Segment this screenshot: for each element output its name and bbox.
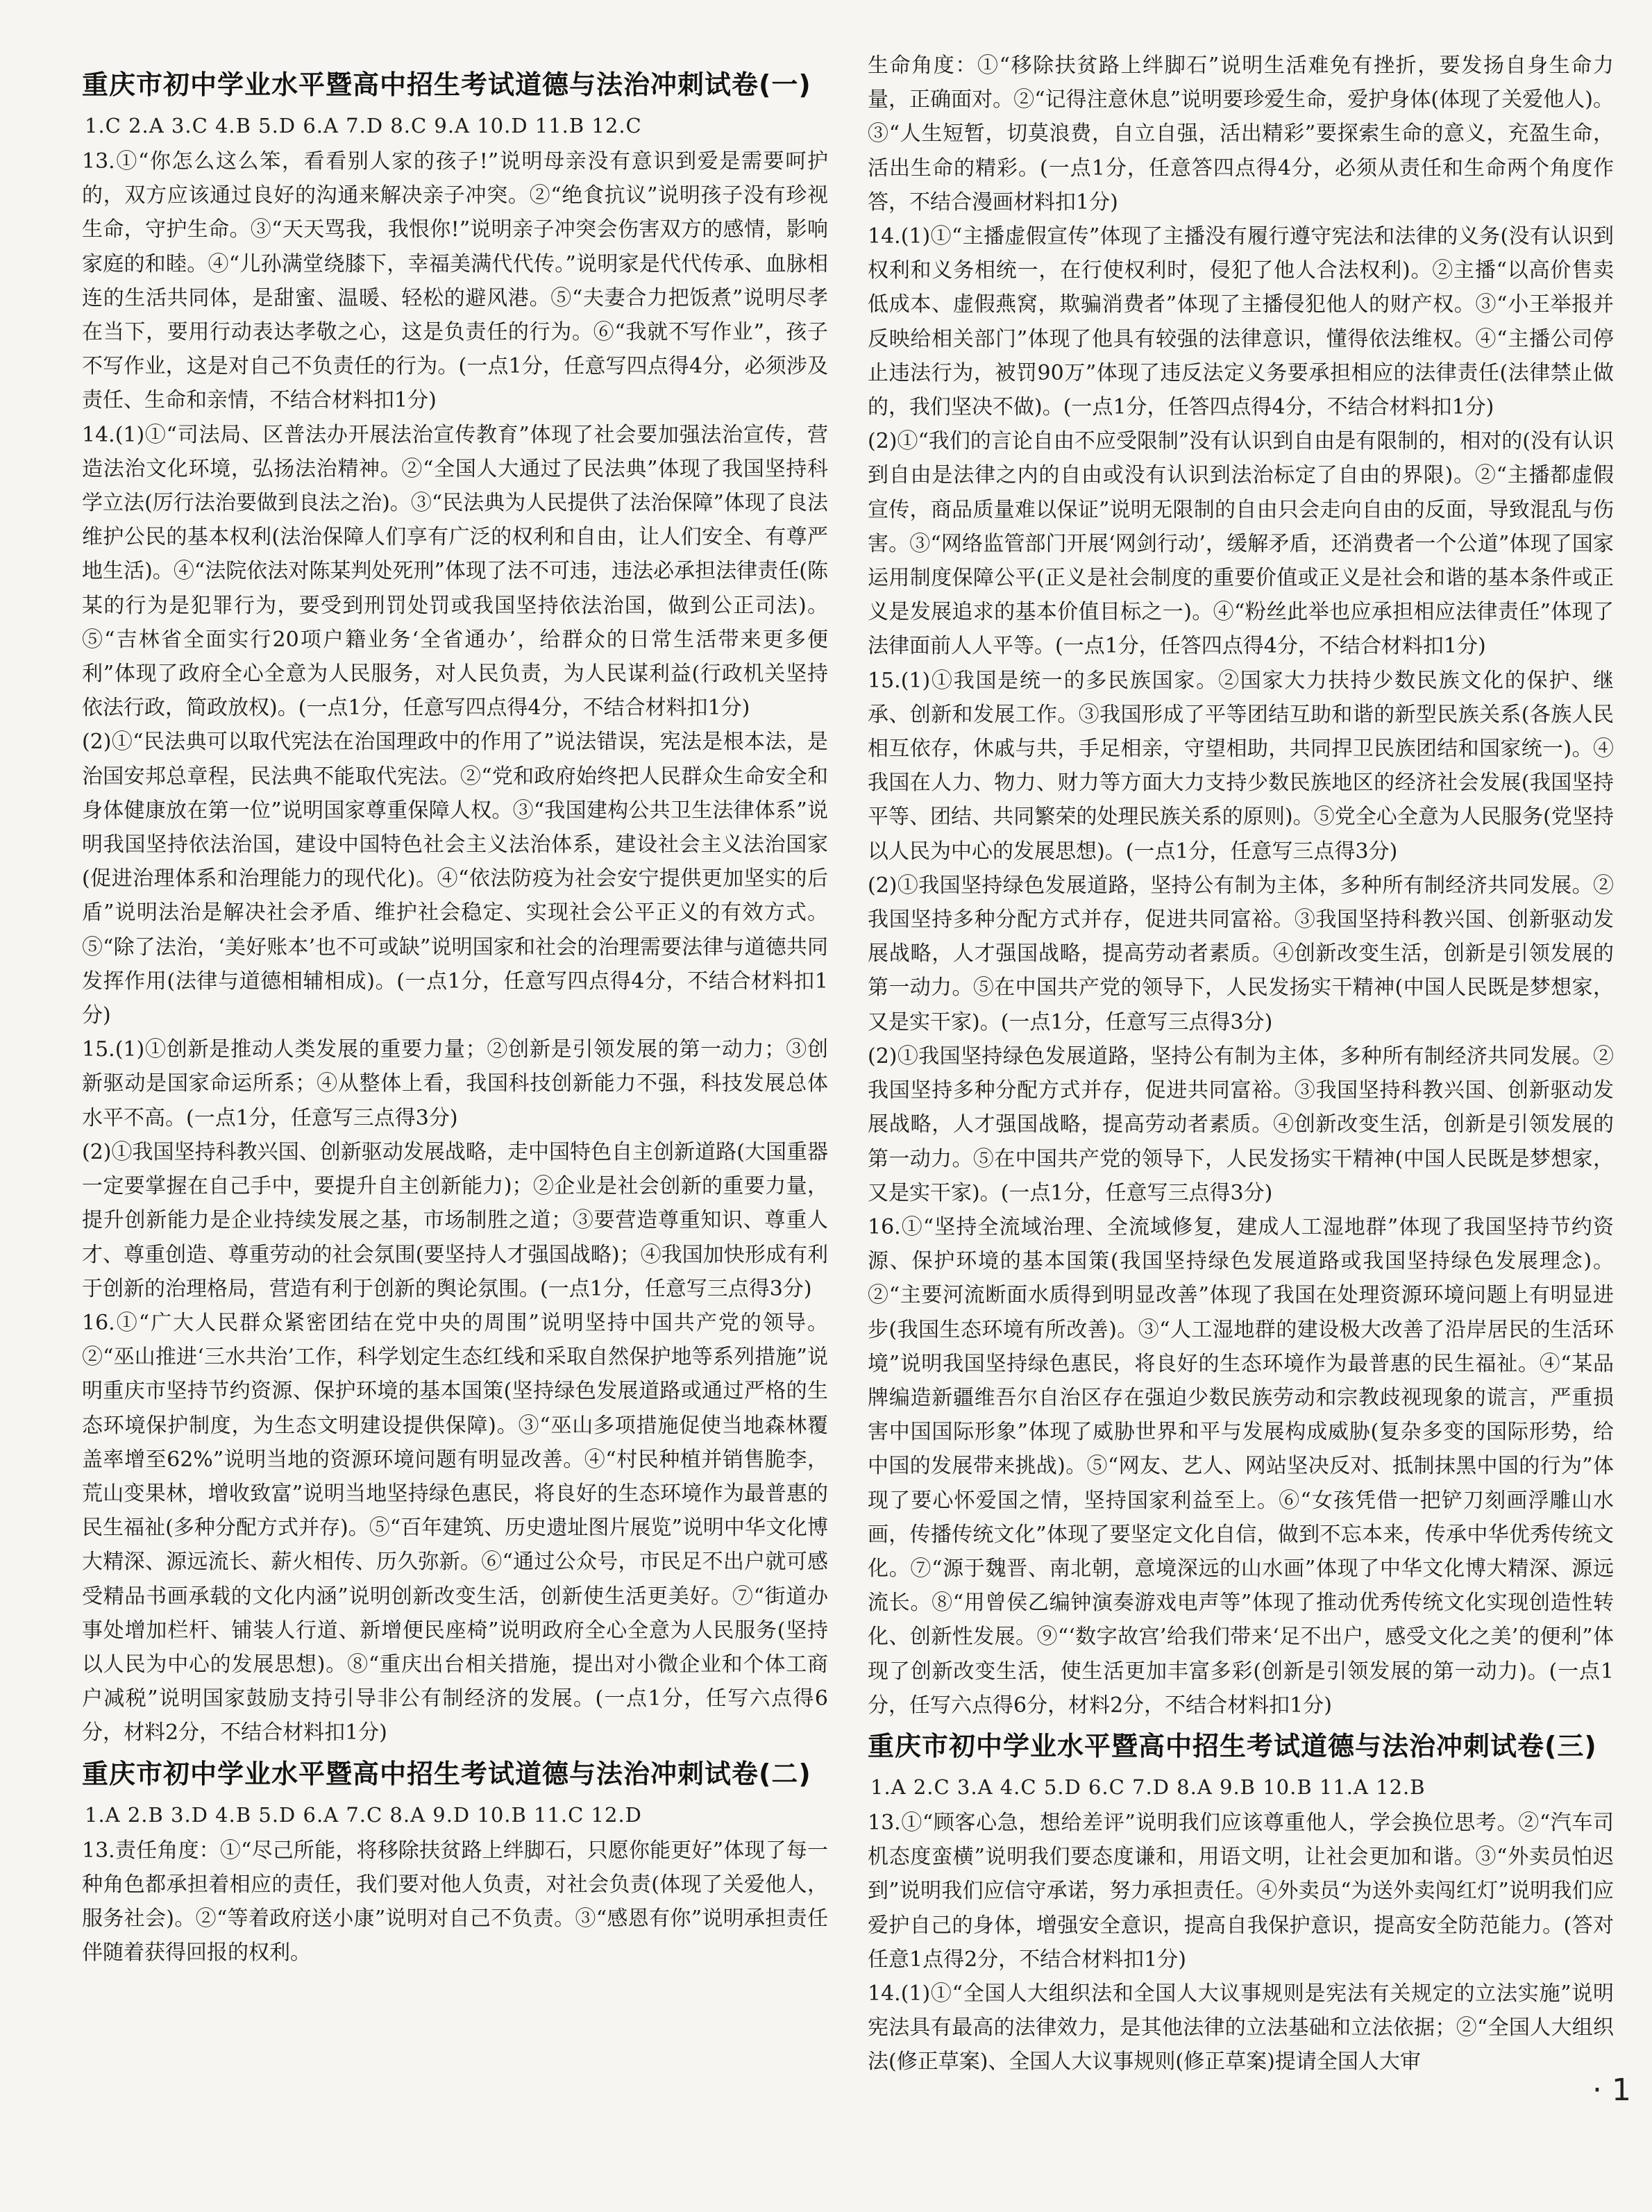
s2-q15-1: 15.(1)①我国是统一的多民族国家。②国家大力扶持少数民族文化的保护、继承、创新和发展工作。③我国形成了平等团结互助和谐的新型民族关系(各族人民相互依存，休戚与共，手足相亲，守望相助，共同捍卫民族团结和国家统一)。④我国在人力、物力、财力等方面大力支持少数民族地区的经济社会发展(我国坚持平等、团结、共同繁荣的处理民族关系的原则)。⑤党全心全意为人民服务(党坚持以人民为中心的发展思想)。(一点1分，任意写三点得3分) [868,668,1614,864]
s2-q13-life: 生命角度：①“移除扶贫路上绊脚石”说明生活难免有挫折，要发扬自身生命力量，正确面对。②“记得注意休息”说明要珍爱生命，爱护身体(体现了关爱他人)。③“人生短暂，切莫浪费，自立自强，活出精彩”要探索生命的意义，充盈生命，活出生命的精彩。(一点1分，任意答四点得4分，必须从责任和生命两个角度作答，不结合漫画材料扣1分) [868,53,1614,215]
s2-q16: 16.①“坚持全流域治理、全流域修复，建成人工湿地群”体现了我国坚持节约资源、保护环境的基本国策(我国坚持绿色发展道路或我国坚持绿色发展理念)。②“主要河流断面水质得到明显改善”体现了我国在处理资源环境问题上有明显进步(我国生态环境有所改善)。③“人工湿地群的建设极大改善了沿岸居民的生活环境”说明我国坚持绿色惠民，将良好的生态环境作为最普惠的民生福祉。④“某品牌编造新疆维吾尔自治区存在强迫少数民族劳动和宗教歧视现象的谎言，严重损害中国国际形象”体现了威胁世界和平与发展构成威胁(复杂多变的国际形势，给中国的发展带来挑战)。⑤“网友、艺人、网站坚决反对、抵制抹黑中国的行为”体现了要心怀爱国之情，坚持国家利益至上。⑥“女孩凭借一把铲刀刻画浮雕山水画，传播传统文化”体现了要坚定文化自信，做到不忘本来，传承中华优秀传统文化。⑦“源于魏晋、南北朝，意境深远的山水画”体现了中华文化博大精深、源远流长。⑧“用曾侯乙编钟演奏游戏电声等”体现了推动优秀传统文化实现创造性转化、创新性发展。⑨“‘数字故宫’给我们带来‘足不出户，感受文化之美’的便利”体现了创新改变生活，使生活更加丰富多彩(创新是引领发展的第一动力)。(一点1分，任写六点得6分，材料2分，不结合材料扣1分) [868,1214,1614,1718]
s2-q15-2-repeat: (2)①我国坚持绿色发展道路，坚持公有制为主体，多种所有制经济共同发展。②我国坚持多种分配方式并存，促进共同富裕。③我国坚持科教兴国、创新驱动发展战略，人才强国战略，提高劳动者素质。④创新改变生活，创新是引领发展的第一动力。⑤在中国共产党的领导下，人民发扬实干精神(中国人民既是梦想家，又是实干家)。(一点1分，任意写三点得3分) [868,1044,1614,1205]
s2-q13-responsibility: 13.责任角度：①“尽己所能，将移除扶贫路上绊脚石，只愿你能更好”体现了每一种角色都承担着相应的责任，我们要对他人负责，对社会负责(体现了关爱他人，服务社会)。②“等着政府送小康”说明对自己不负责。③“感恩有你”说明承担责任伴随着获得回报的权利。 [82,1838,828,1966]
section-1-choice-answers: 1.C 2.A 3.C 4.B 5.D 6.A 7.D 8.C 9.A 10.D 11.B 12.C [85,114,642,137]
s1-q16: 16.①“广大人民群众紧密团结在党中央的周围”说明坚持中国共产党的领导。②“巫山推进‘三水共治’工作，科学划定生态红线和采取自然保护地等系列措施”说明重庆市坚持节约资源、保护环境的基本国策(坚持绿色发展道路或通过严格的生态环境保护制度，为生态文明建设提供保障)。③“巫山多项措施促使当地森林覆盖率增至62%”说明当地的资源环境问题有明显改善。④“村民种植并销售脆李，荒山变果林，增收致富”说明当地坚持绿色惠民，将良好的生态环境作为最普惠的民生福祉(多种分配方式并存)。⑤“百年建筑、历史遗址图片展览”说明中华文化博大精深、源远流长、薪火相传、历久弥新。⑥“通过公众号，市民足不出户就可感受精品书画承载的文化内涵”说明创新改变生活，创新使生活更美好。⑦“街道办事处增加栏杆、铺装人行道、新增便民座椅”说明政府全心全意为人民服务(坚持以人民为中心的发展思想)。⑧“重庆出台相关措施，提出对小微企业和个体工商户减税”说明国家鼓励支持引导非公有制经济的发展。(一点1分，任写六点得6分，材料2分，不结合材料扣1分) [82,1310,828,1745]
s1-q14-2: (2)①“民法典可以取代宪法在治国理政中的作用了”说法错误，宪法是根本法，是治国安邦总章程，民法典不能取代宪法。②“党和政府始终把人民群众生命安全和身体健康放在第一位”说明国家尊重保障人权。③“我国建构公共卫生法律体系”说明我国坚持依法治国，建设中国特色社会主义法治体系，建设社会主义法治国家(促进治理体系和治理能力的现代化)。④“依法防疫为社会安宁提供更加坚实的后盾”说明法治是解决社会矛盾、维护社会稳定、实现社会公平正义的有效方式。⑤“除了法治，‘美好账本’也不可或缺”说明国家和社会的治理需要法律与道德共同发挥作用(法律与道德相辅相成)。(一点1分，任意写四点得4分，不结合材料扣1分) [82,730,828,1028]
section-3-choice-answers: 1.A 2.C 3.A 4.C 5.D 6.C 7.D 8.A 9.B 10.B 11.A 12.B [870,1775,1426,1799]
right-column [868,49,1614,2079]
section-3-title: 重庆市初中学业水平暨高中招生考试道德与法治冲刺试卷(三) [868,1730,1597,1761]
s3-q13: 13.①“顾客心急，想给差评”说明我们应该尊重他人，学会换位思考。②“汽车司机态度蛮横”说明我们要态度谦和，用语文明，让社会更加和谐。③“外卖员怕迟到”说明我们应信守承诺，努力承担责任。④外卖员“为送外卖闯红灯”说明我们应爱护自己的身体，增强安全意识，提高自我保护意识，提高安全防范能力。(答对任意1点得2分，不结合材料扣1分) [868,1810,1614,1972]
left-column [82,61,828,1970]
page-number: · 1 [1592,2072,1631,2108]
section-2-choice-answers: 1.A 2.B 3.D 4.B 5.D 6.A 7.C 8.A 9.D 10.B 11.C 12.D [85,1802,642,1827]
s2-q15-2: (2)①我国坚持绿色发展道路，坚持公有制为主体，多种所有制经济共同发展。②我国坚持多种分配方式并存，促进共同富裕。③我国坚持科教兴国、创新驱动发展战略，人才强国战略，提高劳动者素质。④创新改变生活，创新是引领发展的第一动力。⑤在中国共产党的领导下，人民发扬实干精神(中国人民既是梦想家，又是实干家)。(一点1分，任意写三点得3分) [868,873,1614,1034]
section-1-title: 重庆市初中学业水平暨高中招生考试道德与法治冲刺试卷(一) [82,69,811,100]
s1-q14-1: 14.(1)①“司法局、区普法办开展法治宣传教育”体现了社会要加强法治宣传，营造法治文化环境，弘扬法治精神。②“全国人大通过了民法典”体现了我国坚持科学立法(厉行法治要做到良法之治)。③“民法典为人民提供了法治保障”体现了良法维护公民的基本权利(法治保障人们享有广泛的权利和自由，让人们安全、有尊严地生活)。④“法院依法对陈某判处死刑”体现了法不可违，违法必承担法律责任(陈某的行为是犯罪行为，要受到刑罚处罚或我国坚持依法治国，做到公正司法)。⑤“吉林省全面实行20项户籍业务‘全省通办’，给群众的日常生活带来更多便利”体现了政府全心全意为人民服务，对人民负责，为人民谋利益(行政机关坚持依法行政，简政放权)。(一点1分，任意写四点得4分，不结合材料扣1分) [82,422,828,721]
s1-q13: 13.①“你怎么这么笨，看看别人家的孩子!”说明母亲没有意识到爱是需要呵护的，双方应该通过良好的沟通来解决亲子冲突。②“绝食抗议”说明孩子没有珍视生命，守护生命。③“天天骂我，我恨你!”说明亲子冲突会伤害双方的感情，影响家庭的和睦。④“儿孙满堂绕膝下，幸福美满代代传。”说明家是代代传承、血脉相连的生活共同体，是甜蜜、温暖、轻松的避风港。⑤“夫妻合力把饭煮”说明尽孝在当下，要用行动表达孝敬之心，这是负责任的行为。⑥“我就不写作业”，孩子不写作业，这是对自己不负责任的行为。(一点1分，任意写四点得4分，必须涉及责任、生命和亲情，不结合材料扣1分) [82,149,828,413]
s1-q15-1: 15.(1)①创新是推动人类发展的重要力量；②创新是引领发展的第一动力；③创新驱动是国家命运所系；④从整体上看，我国科技创新能力不强，科技发展总体水平不高。(一点1分，任意写三点得3分) [82,1037,828,1130]
s3-q14-1: 14.(1)①“全国人大组织法和全国人大议事规则是宪法有关规定的立法实施”说明宪法具有最高的法律效力，是其他法律的立法基础和立法依据；②“全国人大组织法(修正草案)、全国人大议事规则(修正草案)提请全国人大审 [868,1981,1614,2075]
section-2-title: 重庆市初中学业水平暨高中招生考试道德与法治冲刺试卷(二) [82,1758,811,1789]
s2-q14-2: (2)①“我们的言论自由不应受限制”没有认识到自由是有限制的，相对的(没有认识到自由是法律之内的自由或没有认识到法治标定了自由的界限)。②“主播都虚假宣传，商品质量难以保证”说明无限制的自由只会走向自由的反面，导致混乱与伤害。③“网络监管部门开展‘网剑行动’，缓解矛盾，还消费者一个公道”体现了国家运用制度保障公平(正义是社会制度的重要价值或正义是社会和谐的基本条件或正义是发展追求的基本价值目标之一)。④“粉丝此举也应承担相应法律责任”体现了法律面前人人平等。(一点1分，任答四点得4分，不结合材料扣1分) [868,429,1614,659]
s2-q14-1: 14.(1)①“主播虚假宣传”体现了主播没有履行遵守宪法和法律的义务(没有认识到权利和义务相统一，在行使权利时，侵犯了他人合法权利)。②主播“以高价售卖低成本、虚假燕窝，欺骗消费者”体现了主播侵犯他人的财产权。③“小王举报并反映给相关部门”体现了他具有较强的法律意识，懂得依法维权。④“主播公司停止违法行为，被罚90万”体现了违反法定义务要承担相应的法律责任(法律禁止做的，我们坚决不做)。(一点1分，任答四点得4分，不结合材料扣1分) [868,224,1614,420]
s1-q15-2: (2)①我国坚持科教兴国、创新驱动发展战略，走中国特色自主创新道路(大国重器一定要掌握在自己手中，要提升自主创新能力)；②企业是社会创新的重要力量，提升创新能力是企业持续发展之基，市场制胜之道；③要营造尊重知识、尊重人才、尊重创造、尊重劳动的社会氛围(要坚持人才强国战略)；④我国加快形成有利于创新的治理格局，营造有利于创新的舆论氛围。(一点1分，任意写三点得3分) [82,1139,828,1301]
